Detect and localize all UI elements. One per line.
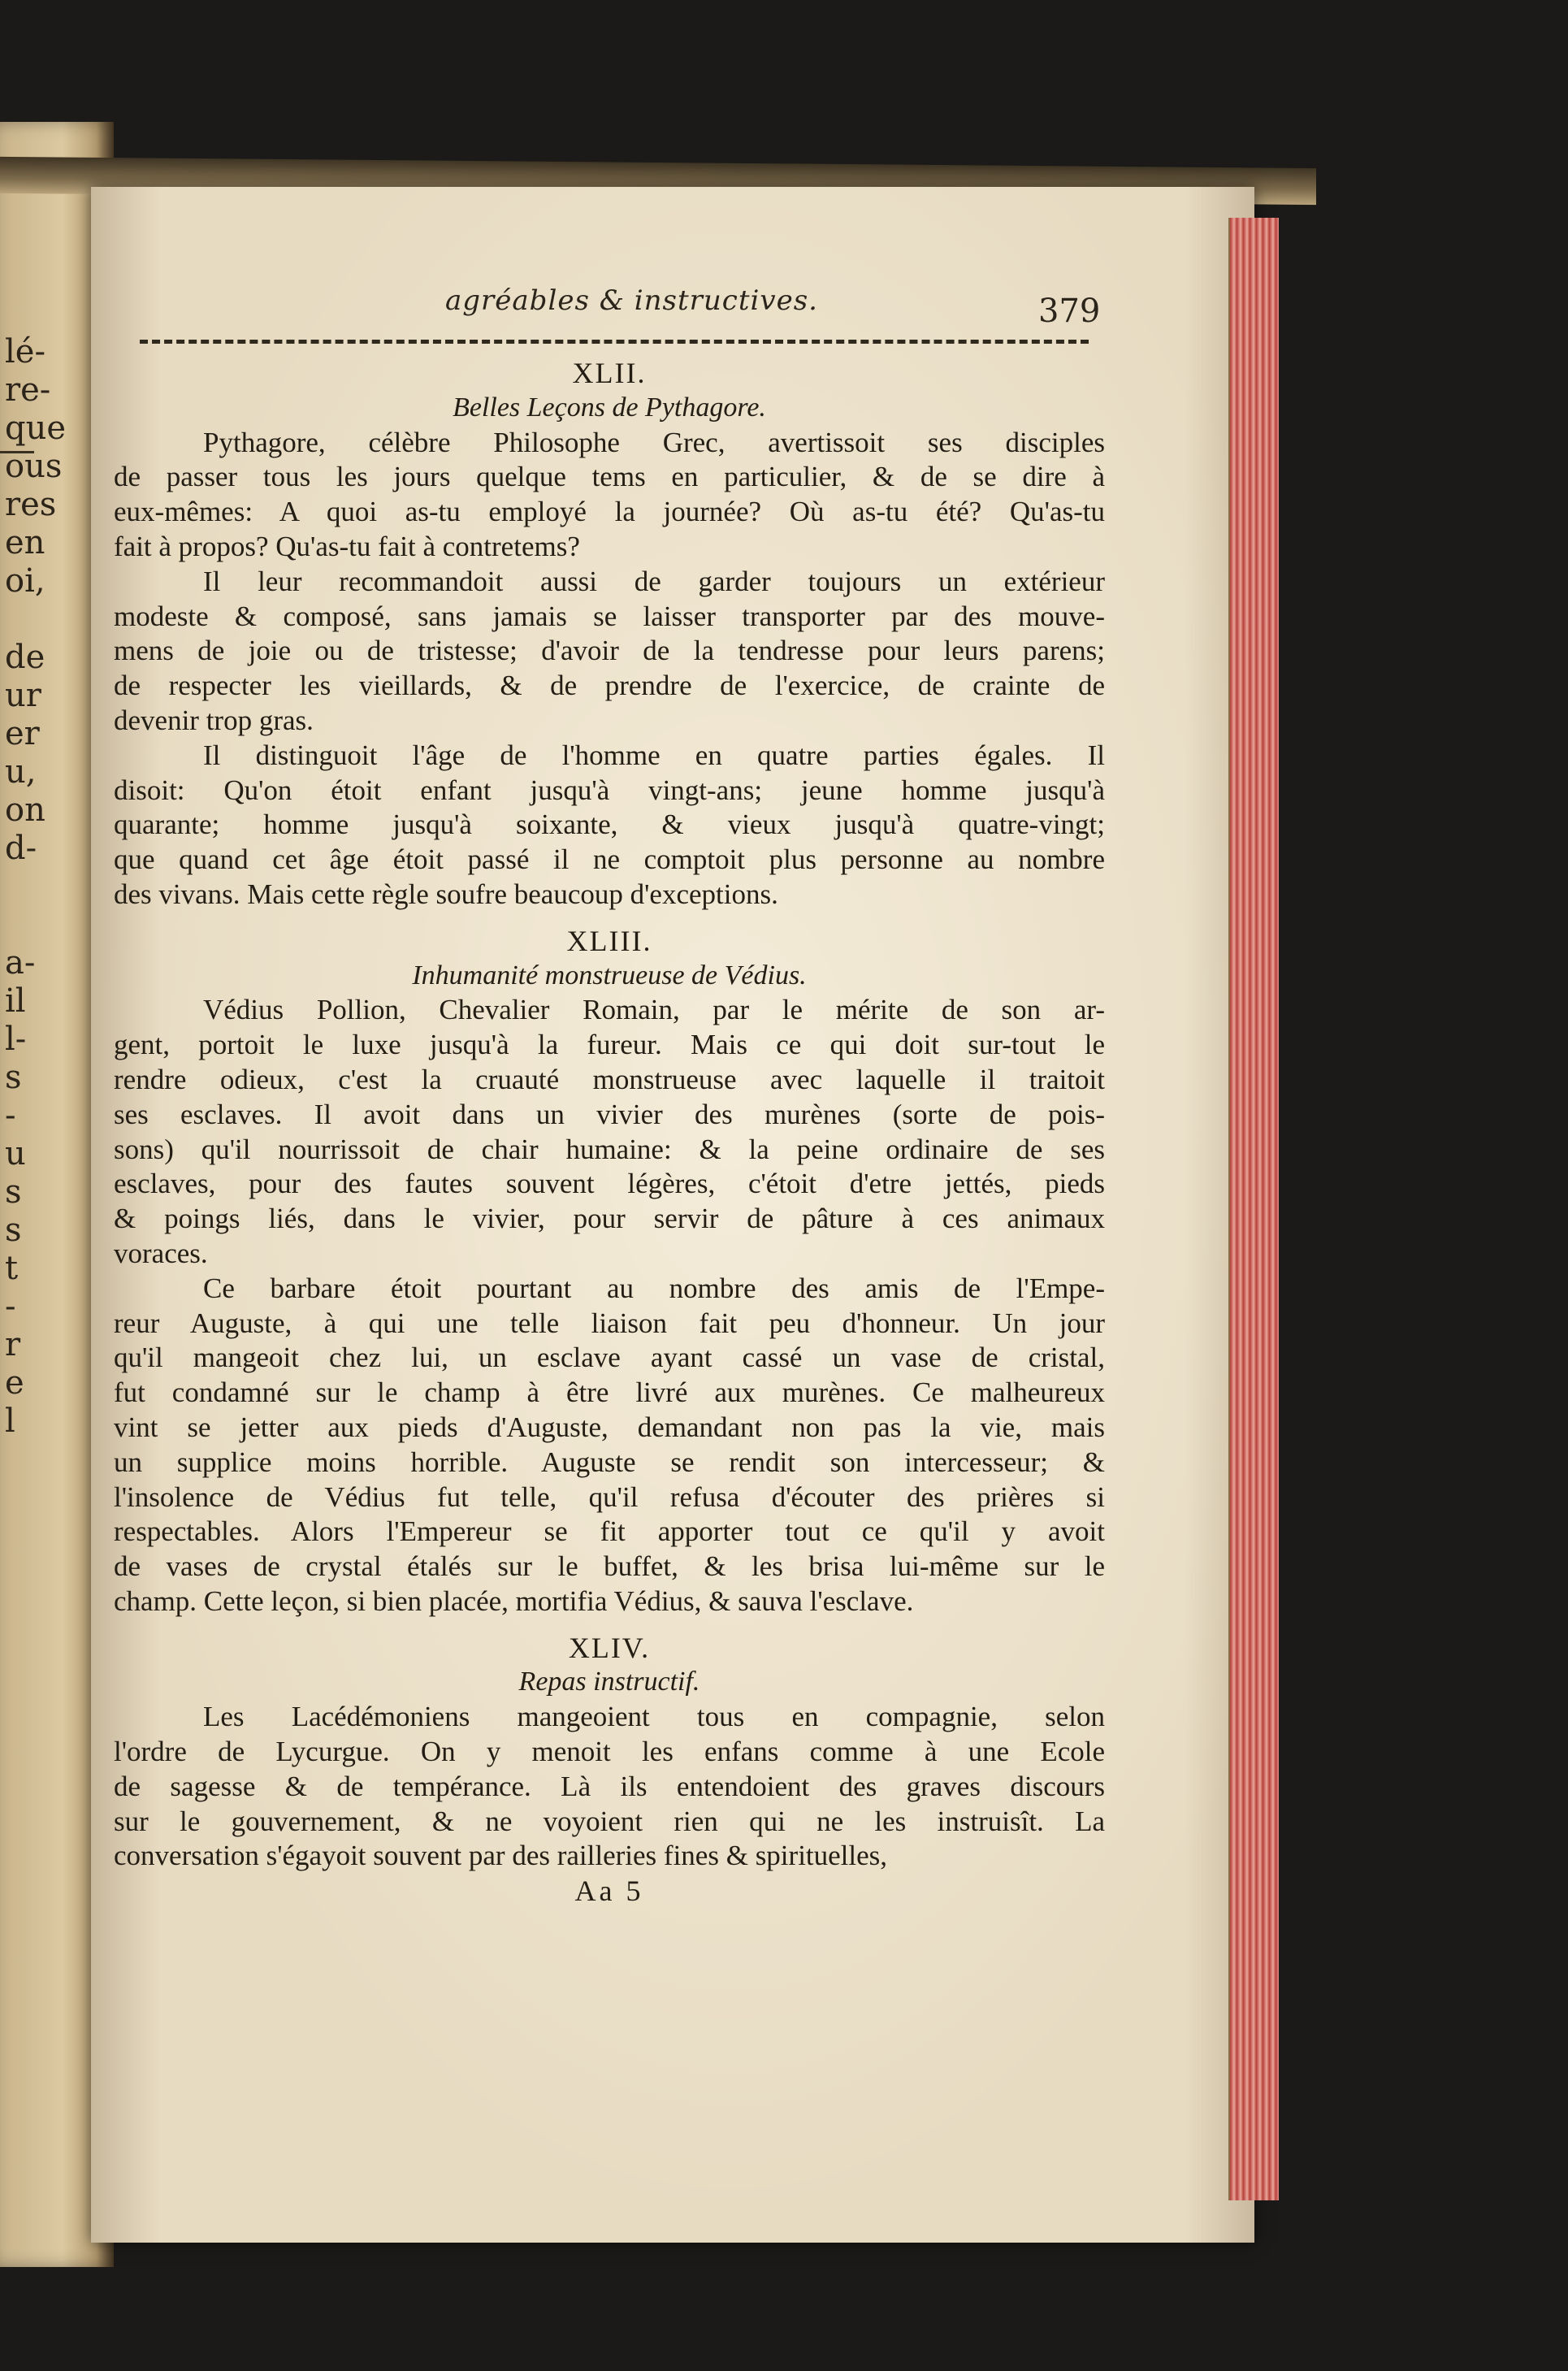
text-line: sons) qu'il nourrissoit de chair humaine: & la peine ordinaire de ses (114, 1133, 1105, 1165)
text-line: l'insolence de Védius fut telle, qu'il refusa d'écouter des prières si (114, 1480, 1105, 1513)
left-page-fragment: en (5, 524, 45, 561)
text-line: disoit: Qu'on étoit enfant jusqu'à vingt-ans; jeune homme jusqu'à (114, 774, 1105, 806)
text-line: gent, portoit le luxe jusqu'à la fureur. Mais ce qui doit sur-tout le (114, 1029, 1105, 1061)
text-line: qu'il mangeoit chez lui, un esclave ayant cassé un vase de cristal, (114, 1342, 1105, 1374)
section-title: Inhumanité monstrueuse de Védius. (412, 960, 807, 990)
section-number: XLIV. (568, 1631, 651, 1664)
left-page-fragment: a- (5, 944, 36, 982)
paragraph (114, 739, 1105, 912)
text-line: mens de joie ou de tristesse; d'avoir de la tendresse pour leurs parens; (114, 635, 1105, 667)
text-line: fait à propos? Qu'as-tu fait à contretems? (114, 530, 580, 562)
left-page-fragment: u, (5, 753, 37, 791)
text-line: Pythagore, célèbre Philosophe Grec, avertissoit ses disciples (203, 426, 1105, 458)
page-number: 379 (1038, 293, 1101, 330)
text-line: que quand cet âge étoit passé il ne comptoit plus personne au nombre (114, 843, 1105, 876)
left-page-fragment: res (5, 486, 57, 523)
paragraph (114, 565, 1105, 739)
left-page-fragment: r (5, 1326, 21, 1363)
text-line: un supplice moins horrible. Auguste se rendit son intercesseur; & (114, 1446, 1105, 1478)
text-line: Il leur recommandoit aussi de garder toujours un extérieur (203, 565, 1105, 597)
section-number: XLII. (572, 357, 647, 389)
left-page-fragment: l (5, 1402, 15, 1440)
signature-mark: Aa 5 (574, 1875, 644, 1908)
text-line: eux-mêmes: A quoi as-tu employé la journée? Où as-tu été? Qu'as-tu (114, 496, 1105, 528)
section-title: Repas instructif. (518, 1667, 700, 1697)
left-page-fragment: s (5, 1212, 22, 1249)
text-line: fut condamné sur le champ à être livré aux murènes. Ce malheureux (114, 1376, 1105, 1409)
text-line: quarante; homme jusqu'à soixante, & vieux jusqu'à quatre-vingt; (114, 808, 1105, 841)
text-line: sur le gouvernement, & ne voyoient rien qui ne les instruisît. La (114, 1805, 1105, 1837)
left-page-fragment: l- (5, 1021, 27, 1058)
running-head: agréables & instructives. (445, 284, 818, 317)
text-line: voraces. (114, 1237, 208, 1269)
text-line: de respecter les vieillards, & de prendre de l'exercice, de crainte de (114, 670, 1105, 702)
text-line: esclaves, pour des fautes souvent légères, c'étoit d'etre jettés, pieds (114, 1168, 1105, 1200)
left-page-fragment: s (5, 1059, 22, 1096)
paragraph (114, 426, 1105, 565)
text-line: l'ordre de Lycurgue. On y menoit les enfans comme à une Ecole (114, 1736, 1105, 1768)
left-page-fragment: er (5, 715, 40, 752)
left-page-fragment: d- (5, 830, 37, 867)
left-page-fragment: on (5, 791, 45, 829)
left-page-fragment: - (5, 1288, 16, 1325)
text-line: vint se jetter aux pieds d'Auguste, demandant non pas la vie, mais (114, 1411, 1105, 1443)
section-title: Belles Leçons de Pythagore. (453, 392, 766, 423)
text-line: modeste & composé, sans jamais se laisser transporter par des mouve- (114, 600, 1105, 632)
text-line: conversation s'égayoit souvent par des railleries fines & spirituelles, (114, 1840, 888, 1872)
page-body (114, 349, 1105, 1909)
text-line: de vases de crystal étalés sur le buffet, & les brisa lui-même sur le (114, 1550, 1105, 1583)
left-page-fragment: u (5, 1135, 26, 1172)
red-page-edges (1228, 218, 1279, 2200)
text-line: Les Lacédémoniens mangeoient tous en compagnie, selon (203, 1701, 1105, 1733)
left-page-fragment: t (5, 1250, 19, 1287)
left-page-fragment: de (5, 639, 45, 676)
left-page-fragment: - (5, 1097, 16, 1134)
text-line: ses esclaves. Il avoit dans un vivier des murènes (sorte de pois- (114, 1098, 1105, 1130)
text-line: & poings liés, dans le vivier, pour servir de pâture à ces animaux (114, 1203, 1105, 1235)
text-line: respectables. Alors l'Empereur se fit apporter tout ce qu'il y avoit (114, 1515, 1105, 1548)
left-page-fragment (5, 906, 86, 944)
text-line: des vivans. Mais cette règle soufre beaucoup d'exceptions. (114, 878, 778, 910)
text-line: devenir trop gras. (114, 704, 314, 736)
header-rule (140, 340, 1089, 344)
section-spacer (114, 1619, 1105, 1631)
left-page-fragments (5, 333, 86, 1441)
section-spacer (114, 912, 1105, 924)
text-line: champ. Cette leçon, si bien placée, mortifia Védius, & sauva l'esclave. (114, 1584, 914, 1617)
text-line: Il distinguoit l'âge de l'homme en quatre parties égales. Il (203, 739, 1105, 771)
left-page-fragment (5, 600, 86, 639)
text-line: reur Auguste, à qui une telle liaison fait peu d'honneur. Un jour (114, 1307, 1105, 1339)
left-page-fragment: ous (5, 448, 63, 485)
section-number: XLIII. (566, 924, 652, 957)
left-page-fragment: e (5, 1364, 24, 1402)
text-line: Védius Pollion, Chevalier Romain, par le mérite de son ar- (203, 994, 1105, 1026)
text-line: de passer tous les jours quelque tems en particulier, & de se dire à (114, 461, 1105, 493)
text-line: de sagesse & de tempérance. Là ils entendoient des graves discours (114, 1770, 1105, 1802)
paragraph (114, 993, 1105, 1271)
left-page-fragment: que (5, 410, 67, 447)
left-page-fragment: ur (5, 677, 41, 714)
left-page-fragment: il (5, 982, 26, 1020)
left-page-fragment: oi, (5, 562, 45, 600)
left-page-fragment: s (5, 1173, 22, 1211)
section-spacer (114, 349, 1105, 356)
text-line: Ce barbare étoit pourtant au nombre des amis de l'Empe- (203, 1272, 1105, 1304)
left-page-fragment: re- (5, 371, 51, 409)
paragraph (114, 1272, 1105, 1619)
paragraph (114, 1700, 1105, 1874)
text-line: rendre odieux, c'est la cruauté monstrueuse avec laquelle il traitoit (114, 1063, 1105, 1095)
left-page-fragment: lé- (5, 333, 45, 371)
left-page-fragment (5, 868, 86, 906)
